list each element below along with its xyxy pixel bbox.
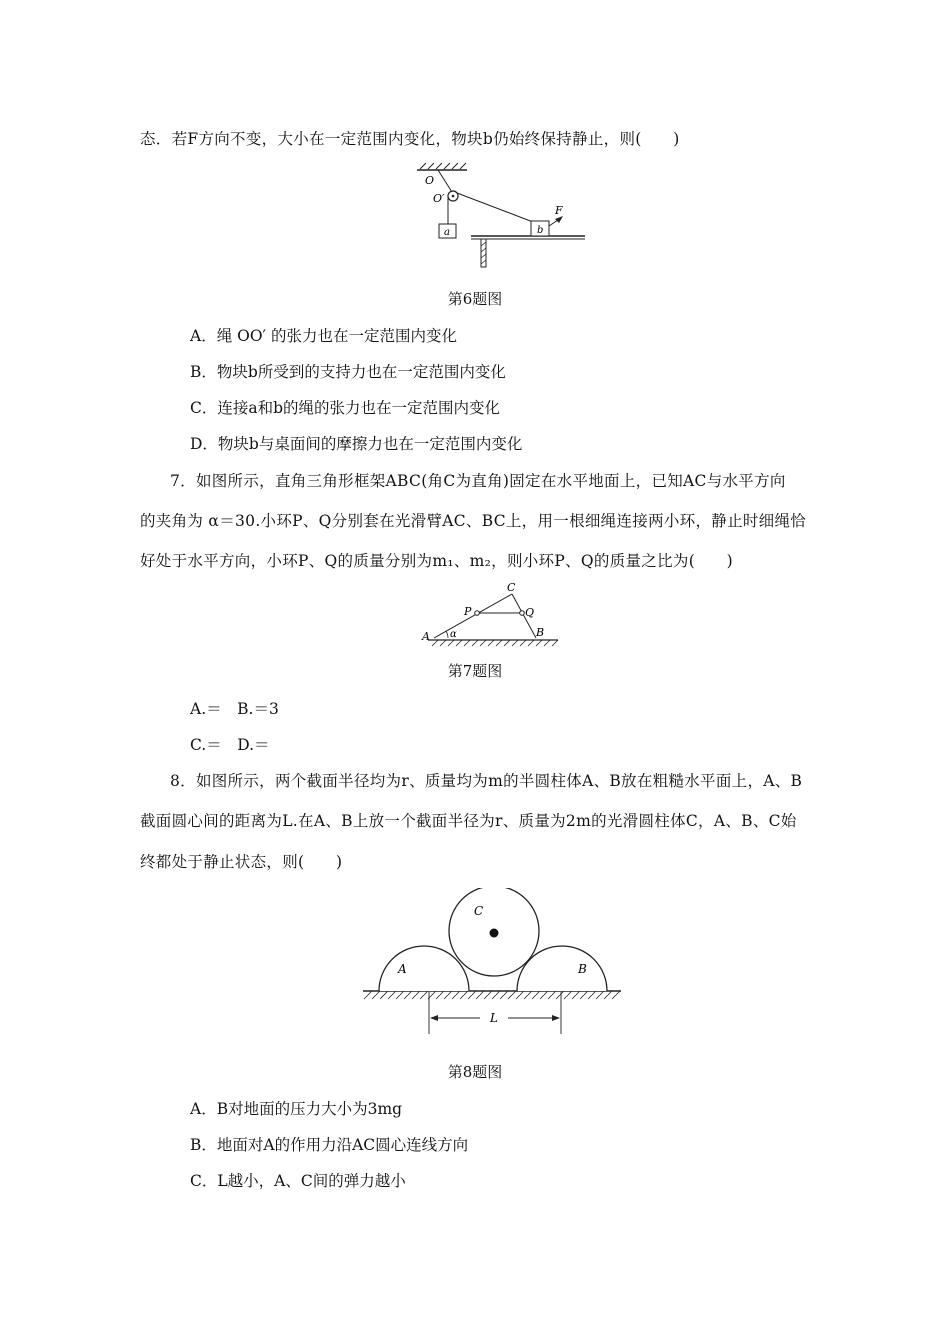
q7-figure bbox=[418, 580, 568, 650]
q7-options-ab: A.＝ B.＝3 bbox=[190, 700, 279, 718]
q7-label-alpha: α bbox=[450, 629, 457, 640]
q8-figure bbox=[358, 888, 628, 1038]
q6-label-O-prime: O′ bbox=[433, 192, 445, 205]
q7-label-A: A bbox=[422, 630, 430, 643]
q6-option-c: C．连接a和b的绳的张力也在一定范围内变化 bbox=[190, 399, 501, 417]
q7-stem-line3: 好处于水平方向，小环P、Q的质量分别为m₁、m₂，则小环P、Q的质量之比为( ) bbox=[140, 552, 733, 570]
q7-options-cd: C.＝ D.＝ bbox=[190, 736, 270, 754]
q6-label-a: a bbox=[444, 227, 450, 238]
q7-label-P: P bbox=[464, 605, 472, 618]
q6-caption: 第6题图 bbox=[447, 290, 503, 308]
q8-label-C: C bbox=[474, 904, 484, 918]
q8-option-c: C．L越小，A、C间的弹力越小 bbox=[190, 1172, 406, 1190]
q6-option-d: D．物块b与桌面间的摩擦力也在一定范围内变化 bbox=[190, 435, 523, 453]
q7-caption: 第7题图 bbox=[447, 662, 503, 680]
q6-label-O: O bbox=[425, 174, 435, 187]
q8-stem-line2: 截面圆心间的距离为L.在A、B上放一个截面半径为r、质量为2m的光滑圆柱体C，A、B、C始 bbox=[140, 812, 797, 830]
q6-option-a: A．绳 OO′ 的张力也在一定范围内变化 bbox=[190, 327, 457, 345]
q8-label-L: L bbox=[490, 1011, 498, 1025]
q8-caption: 第8题图 bbox=[447, 1063, 503, 1081]
q6-label-b: b bbox=[537, 225, 544, 236]
q8-label-A: A bbox=[398, 962, 407, 976]
q6-figure bbox=[405, 160, 605, 270]
q8-option-b: B．地面对A的作用力沿AC圆心连线方向 bbox=[190, 1136, 469, 1154]
q7-stem-line2: 的夹角为 α＝30.小环P、Q分别套在光滑臂AC、BC上，用一根细绳连接两小环，静止时细绳恰 bbox=[140, 512, 807, 530]
q8-stem-line1: 8．如图所示，两个截面半径均为r、质量均为m的半圆柱体A、B放在粗糙水平面上，A、B bbox=[170, 772, 803, 790]
q7-label-B: B bbox=[536, 626, 545, 639]
q8-option-a: A．B对地面的压力大小为3mg bbox=[190, 1100, 403, 1118]
q7-stem-line1: 7．如图所示，直角三角形框架ABC(角C为直角)固定在水平地面上，已知AC与水平方向 bbox=[170, 472, 786, 490]
q6-option-b: B．物块b所受到的支持力也在一定范围内变化 bbox=[190, 363, 506, 381]
q8-label-B: B bbox=[578, 962, 587, 976]
q7-label-C: C bbox=[507, 581, 516, 594]
q6-label-F: F bbox=[555, 204, 563, 217]
q7-label-Q: Q bbox=[525, 606, 535, 619]
q6-stem-tail: 态．若F方向不变，大小在一定范围内变化，物块b仍始终保持静止，则( ) bbox=[140, 130, 680, 148]
q8-stem-line3: 终都处于静止状态，则( ) bbox=[140, 853, 343, 871]
